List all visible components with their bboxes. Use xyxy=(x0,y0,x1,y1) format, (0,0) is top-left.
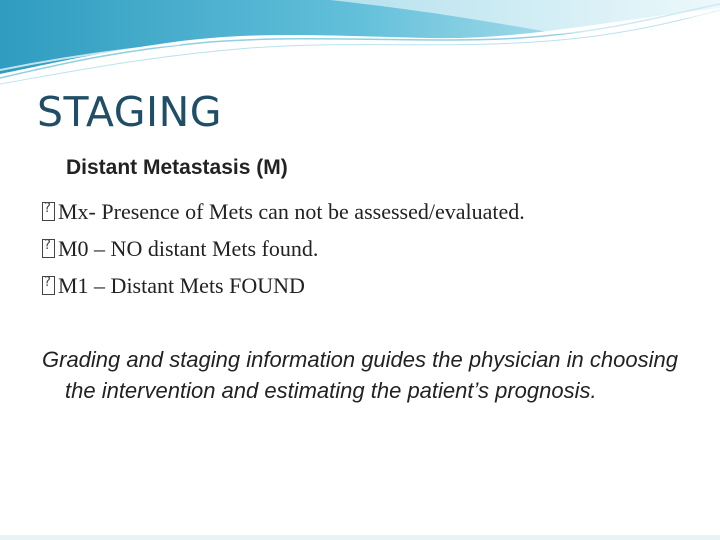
bullet-text: Mx- Presence of Mets can not be assessed/evaluated. xyxy=(58,198,525,224)
slide-title: STAGING xyxy=(37,88,223,136)
section-heading: Distant Metastasis (M) xyxy=(66,156,288,179)
bullet-item xyxy=(42,193,525,230)
missing-glyph-icon xyxy=(42,202,55,221)
decorative-bottom-border xyxy=(0,535,720,540)
missing-glyph-icon xyxy=(42,276,55,295)
bullet-text: M1 – Distant Mets FOUND xyxy=(58,272,305,298)
decorative-top-wave xyxy=(0,0,720,90)
bullet-item xyxy=(42,230,525,267)
bullet-item xyxy=(42,267,525,304)
bullet-list xyxy=(42,193,525,304)
grading-note: Grading and staging information guides the physician in choosing the intervention and estimating the patient’s prognosis. xyxy=(42,347,678,403)
bullet-text: M0 – NO distant Mets found. xyxy=(58,235,319,261)
missing-glyph-icon xyxy=(42,239,55,258)
